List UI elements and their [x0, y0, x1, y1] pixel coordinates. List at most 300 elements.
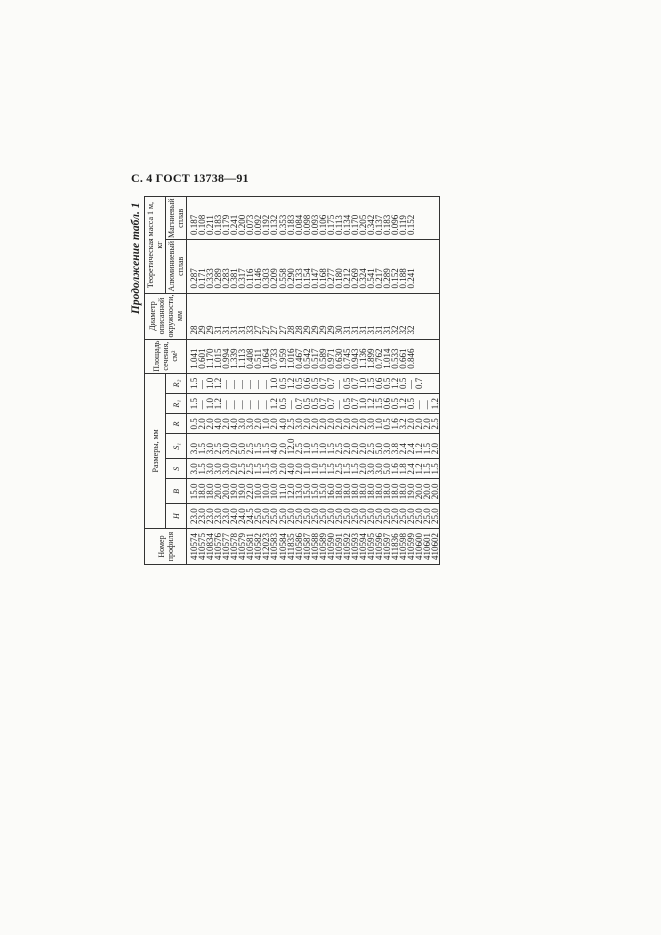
r-value: 2.0 — [222, 414, 230, 434]
profile-number: 410575 — [198, 529, 206, 565]
r1-value: 1.0 — [206, 394, 214, 414]
magnesium-mass: 0.183 — [287, 197, 295, 240]
diameter-value: 29 — [311, 293, 319, 339]
aluminum-mass: 0.146 — [254, 240, 262, 294]
magnesium-mass: 0.179 — [222, 197, 230, 240]
h-value: 25.0 — [375, 504, 383, 529]
area-value: 1.170 — [206, 339, 214, 373]
s1-value: 2.4 — [407, 434, 415, 459]
aluminum-mass: 0.180 — [335, 240, 343, 294]
header-magnesium: Магниевый сплав — [167, 198, 185, 238]
r2-value: 0.7 — [415, 373, 423, 393]
magnesium-mass: 0.098 — [303, 197, 311, 240]
table-body — [187, 197, 440, 565]
h-value: 25.0 — [287, 504, 295, 529]
aluminum-mass: 0.188 — [399, 240, 407, 294]
diameter-value — [431, 293, 440, 339]
r-value: 1.0 — [262, 414, 270, 434]
h-value: 25.0 — [391, 504, 399, 529]
area-value: 1.113 — [238, 339, 246, 373]
b-value: 20.0 — [214, 479, 222, 504]
r2-value: — — [238, 373, 246, 393]
b-value: 15.0 — [303, 479, 311, 504]
s1-value: 2.4 — [399, 434, 407, 459]
header-S: S — [166, 459, 187, 479]
area-value: 1.064 — [262, 339, 270, 373]
r-value: 4.0 — [214, 414, 222, 434]
h-value: 25.0 — [431, 504, 440, 529]
diameter-value: 31 — [367, 293, 375, 339]
r1-value: 0.5 — [407, 394, 415, 414]
header-profile-number: Номер профиля — [145, 529, 187, 565]
r-value: 2.5 — [287, 414, 295, 434]
magnesium-mass: 0.183 — [383, 197, 391, 240]
r-value: 3.0 — [238, 414, 246, 434]
s1-value: 4.0 — [270, 434, 278, 459]
s1-value: 1.0 — [319, 434, 327, 459]
s1-value: 3.0 — [187, 434, 199, 459]
profile-number: 410574 — [187, 529, 199, 565]
b-value: 19.0 — [238, 479, 246, 504]
diameter-value: 29 — [198, 293, 206, 339]
r2-value: 0.7 — [327, 373, 335, 393]
diameter-value — [415, 293, 423, 339]
b-value: 18.0 — [383, 479, 391, 504]
s-value: 1.8 — [399, 459, 407, 479]
r1-value: 0.5 — [391, 394, 399, 414]
s-value: 1.0 — [303, 459, 311, 479]
h-value: 25.0 — [399, 504, 407, 529]
magnesium-mass: 0.187 — [187, 197, 199, 240]
magnesium-mass: 0.096 — [391, 197, 399, 240]
s1-value: 3.0 — [206, 434, 214, 459]
aluminum-mass: 0.333 — [206, 240, 214, 294]
magnesium-mass: 0.134 — [343, 197, 351, 240]
r-value: 2.0 — [343, 414, 351, 434]
area-value: 0.542 — [303, 339, 311, 373]
profile-number: 410578 — [230, 529, 238, 565]
magnesium-mass: 0.170 — [351, 197, 359, 240]
r1-value: — — [415, 394, 423, 414]
area-value: 0.630 — [335, 339, 343, 373]
r2-value: 0.7 — [319, 373, 327, 393]
s-value: 3.0 — [367, 459, 375, 479]
area-value: 0.733 — [270, 339, 278, 373]
diameter-value: 28 — [295, 293, 303, 339]
r2-value: 0.5 — [343, 373, 351, 393]
area-value: 1.016 — [287, 339, 295, 373]
r1-value: 0.5 — [311, 394, 319, 414]
s1-value: 5.0 — [238, 434, 246, 459]
r2-value: — — [230, 373, 238, 393]
profile-number: 410587 — [303, 529, 311, 565]
diameter-value: 28 — [287, 293, 295, 339]
aluminum-mass: 0.152 — [391, 240, 399, 294]
profile-number: 410602 — [431, 529, 440, 565]
header-aluminum: Алюминиевый сплав — [167, 241, 185, 292]
r-value: 0.5 — [187, 414, 199, 434]
area-value: 0.994 — [222, 339, 230, 373]
h-value: 25.0 — [327, 504, 335, 529]
aluminum-mass: 0.381 — [230, 240, 238, 294]
h-value: 23.0 — [206, 504, 214, 529]
area-value: 0.943 — [351, 339, 359, 373]
r1-value: 0.5 — [303, 394, 311, 414]
r-value: 1.0 — [375, 414, 383, 434]
b-value: 11.0 — [279, 479, 287, 504]
r-value: 1.6 — [391, 414, 399, 434]
diameter-value: 27 — [270, 293, 278, 339]
r1-value: 1.5 — [187, 394, 199, 414]
diameter-value: 27 — [279, 293, 287, 339]
profile-number: 410598 — [399, 529, 407, 565]
s-value: 1.5 — [198, 459, 206, 479]
aluminum-mass: 0.541 — [367, 240, 375, 294]
area-value: 0.745 — [343, 339, 351, 373]
header-area: Площадь сечения, см² — [145, 339, 187, 373]
s1-value: 3.0 — [222, 434, 230, 459]
diameter-value: 31 — [222, 293, 230, 339]
diameter-value: 29 — [319, 293, 327, 339]
r1-value: 1.2 — [431, 394, 440, 414]
header-diameter: Диаметр описанной окружности, мм — [145, 293, 187, 339]
profile-number: 410596 — [375, 529, 383, 565]
aluminum-mass: 0.283 — [222, 240, 230, 294]
r-value: 2.0 — [206, 414, 214, 434]
profile-number: 410583 — [270, 529, 278, 565]
magnesium-mass: 0.175 — [327, 197, 335, 240]
diameter-value: 32 — [391, 293, 399, 339]
area-value: 0.511 — [254, 339, 262, 373]
r1-value: 0.7 — [327, 394, 335, 414]
diameter-value: 31 — [238, 293, 246, 339]
r2-value: 1.0 — [359, 373, 367, 393]
aluminum-mass: 0.289 — [383, 240, 391, 294]
b-value: 19.0 — [407, 479, 415, 504]
area-value: 0.661 — [399, 339, 407, 373]
b-value: 18.0 — [359, 479, 367, 504]
s-value: 1.2 — [415, 459, 423, 479]
b-value: 18.0 — [391, 479, 399, 504]
profile-number: 410834 — [206, 529, 214, 565]
area-value: 0.408 — [246, 339, 254, 373]
profile-number: 411835 — [287, 529, 295, 565]
s-value: 3.0 — [214, 459, 222, 479]
area-value: 1.959 — [279, 339, 287, 373]
s1-value: 2.5 — [367, 434, 375, 459]
r2-value — [431, 373, 440, 393]
r2-value: 0.6 — [303, 373, 311, 393]
b-value: 10.0 — [270, 479, 278, 504]
s1-value: 1.0 — [303, 434, 311, 459]
aluminum-mass — [431, 240, 440, 294]
profile-number: 410590 — [327, 529, 335, 565]
aluminum-mass: 0.116 — [246, 240, 254, 294]
r-value: 2.0 — [423, 414, 431, 434]
s-value: 3.0 — [206, 459, 214, 479]
diameter-value: 32 — [407, 293, 415, 339]
r2-value: — — [335, 373, 343, 393]
r-value: 3.0 — [295, 414, 303, 434]
profile-number: 410593 — [351, 529, 359, 565]
r2-value: 1.0 — [206, 373, 214, 393]
header-R: R — [166, 414, 187, 434]
aluminum-mass: 0.324 — [359, 240, 367, 294]
s-value: 1.5 — [423, 459, 431, 479]
s1-value: 12.0 — [287, 434, 295, 459]
r1-value: 1.2 — [367, 394, 375, 414]
r-value: 2.5 — [431, 414, 440, 434]
r2-value: 0.5 — [399, 373, 407, 393]
s-value: 1.5 — [319, 459, 327, 479]
b-value: 15.0 — [311, 479, 319, 504]
r1-value: — — [423, 394, 431, 414]
aluminum-mass: 0.171 — [198, 240, 206, 294]
r2-value: 0.5 — [279, 373, 287, 393]
aluminum-mass: 0.303 — [262, 240, 270, 294]
h-value: 25.0 — [311, 504, 319, 529]
s-value: 1.5 — [343, 459, 351, 479]
r2-value: 1.2 — [391, 373, 399, 393]
diameter-value: 33 — [246, 293, 254, 339]
area-value — [431, 339, 440, 373]
rotated-table-container — [128, 196, 440, 565]
h-value: 25.0 — [343, 504, 351, 529]
diameter-value: 31 — [383, 293, 391, 339]
magnesium-mass: 0.113 — [335, 197, 343, 240]
b-value: 10.0 — [254, 479, 262, 504]
b-value: 20.0 — [431, 479, 440, 504]
r-value: 2.0 — [311, 414, 319, 434]
profile-number: 410599 — [407, 529, 415, 565]
b-value: 16.0 — [327, 479, 335, 504]
h-value: 24.0 — [238, 504, 246, 529]
area-value: 0.601 — [198, 339, 206, 373]
magnesium-mass: 0.183 — [214, 197, 222, 240]
area-value: 1.041 — [187, 339, 199, 373]
s-value: 1.5 — [327, 459, 335, 479]
area-value: 1.014 — [383, 339, 391, 373]
h-value: 25.0 — [423, 504, 431, 529]
profile-number: 410581 — [246, 529, 254, 565]
r1-value: 1.2 — [214, 394, 222, 414]
profile-number: 410592 — [343, 529, 351, 565]
aluminum-mass: 0.277 — [327, 240, 335, 294]
b-value: 20.0 — [415, 479, 423, 504]
r2-value: 1.2 — [287, 373, 295, 393]
s1-value: 1.5 — [423, 434, 431, 459]
s-value: 5.0 — [383, 459, 391, 479]
r2-value: 1.5 — [187, 373, 199, 393]
r-value: 2.0 — [198, 414, 206, 434]
profile-number: 410594 — [359, 529, 367, 565]
profile-number: 410579 — [238, 529, 246, 565]
h-value: 23.0 — [198, 504, 206, 529]
profile-number: 410591 — [335, 529, 343, 565]
area-value: 1.015 — [214, 339, 222, 373]
s-value: 2.0 — [359, 459, 367, 479]
magnesium-mass: 0.200 — [238, 197, 246, 240]
aluminum-mass: 0.290 — [287, 240, 295, 294]
h-value: 25.0 — [262, 504, 270, 529]
s-value: 1.5 — [262, 459, 270, 479]
s1-value: 2.0 — [359, 434, 367, 459]
r2-value: — — [198, 373, 206, 393]
r2-value: — — [246, 373, 254, 393]
r2-value: 0.5 — [383, 373, 391, 393]
r-value: 2.0 — [415, 414, 423, 434]
b-value: 20.0 — [423, 479, 431, 504]
r2-value: — — [262, 373, 270, 393]
aluminum-mass: 0.317 — [238, 240, 246, 294]
profile-number: 410597 — [383, 529, 391, 565]
r-value: 2.0 — [254, 414, 262, 434]
s1-value: 2.5 — [295, 434, 303, 459]
b-value: 18.0 — [335, 479, 343, 504]
s1-value: 1.5 — [327, 434, 335, 459]
r1-value: 0.7 — [295, 394, 303, 414]
magnesium-mass: 0.342 — [367, 197, 375, 240]
r2-value: — — [222, 373, 230, 393]
profile-number: 410577 — [222, 529, 230, 565]
s-value: 3.0 — [222, 459, 230, 479]
aluminum-mass: 0.154 — [303, 240, 311, 294]
b-value: 19.0 — [230, 479, 238, 504]
diameter-value: 27 — [262, 293, 270, 339]
h-value: 25.0 — [335, 504, 343, 529]
h-value: 23.0 — [222, 504, 230, 529]
profile-number: 410588 — [311, 529, 319, 565]
magnesium-mass: 0.353 — [279, 197, 287, 240]
r-value: 2.0 — [303, 414, 311, 434]
profile-number: 410576 — [214, 529, 222, 565]
s1-value: 3.0 — [383, 434, 391, 459]
aluminum-mass: 0.209 — [270, 240, 278, 294]
magnesium-mass — [423, 197, 431, 240]
header-mass: Теоретическая масса 1 м, кг — [145, 197, 166, 293]
r2-value: 0.6 — [375, 373, 383, 393]
r-value: 4.0 — [230, 414, 238, 434]
magnesium-mass: 0.106 — [319, 197, 327, 240]
header-R1: R₁ — [166, 394, 187, 414]
diameter-value: 31 — [359, 293, 367, 339]
b-value: 18.0 — [367, 479, 375, 504]
h-value: 25.0 — [415, 504, 423, 529]
h-value: 25.0 — [254, 504, 262, 529]
r-value: 3.0 — [367, 414, 375, 434]
diameter-value: 30 — [335, 293, 343, 339]
s1-value: 1.5 — [198, 434, 206, 459]
diameter-value — [423, 293, 431, 339]
r1-value: — — [335, 394, 343, 414]
h-value: 25.0 — [279, 504, 287, 529]
b-value: 15.0 — [187, 479, 199, 504]
r1-value: — — [230, 394, 238, 414]
b-value: 12.0 — [287, 479, 295, 504]
area-value: 0.533 — [391, 339, 399, 373]
profile-number: 410601 — [423, 529, 431, 565]
b-value: 18.0 — [198, 479, 206, 504]
r-value: 2.0 — [359, 414, 367, 434]
magnesium-mass: 0.152 — [407, 197, 415, 240]
aluminum-mass: 0.558 — [279, 240, 287, 294]
diameter-value: 31 — [214, 293, 222, 339]
s-value: 2.5 — [246, 459, 254, 479]
s1-value: 1.5 — [262, 434, 270, 459]
profile-number: 410586 — [295, 529, 303, 565]
r-value: 4.0 — [279, 414, 287, 434]
s-value: 2.0 — [230, 459, 238, 479]
s-value: 1.0 — [311, 459, 319, 479]
profile-number: 410582 — [254, 529, 262, 565]
r-value: 2.0 — [319, 414, 327, 434]
b-value: 15.0 — [319, 479, 327, 504]
s1-value: 2.0 — [431, 434, 440, 459]
aluminum-mass: 0.289 — [214, 240, 222, 294]
header-R2: R₂ — [166, 373, 187, 393]
header-S1: S₁ — [166, 434, 187, 459]
magnesium-mass: 0.205 — [359, 197, 367, 240]
table-caption: Продолжение табл. 1 — [130, 202, 142, 315]
b-value: 18.0 — [343, 479, 351, 504]
s-value: 1.5 — [351, 459, 359, 479]
s-value: 4.0 — [287, 459, 295, 479]
r2-value: — — [407, 373, 415, 393]
r2-value: 0.5 — [311, 373, 319, 393]
aluminum-mass — [423, 240, 431, 294]
b-value: 18.0 — [351, 479, 359, 504]
area-value: 1.339 — [230, 339, 238, 373]
magnesium-mass: 0.093 — [311, 197, 319, 240]
area-value: 0.846 — [407, 339, 415, 373]
s-value: 2.5 — [335, 459, 343, 479]
diameter-value: 31 — [343, 293, 351, 339]
aluminum-mass: 0.212 — [343, 240, 351, 294]
h-value: 23.0 — [214, 504, 222, 529]
h-value: 23.0 — [187, 504, 199, 529]
aluminum-mass — [415, 240, 423, 294]
b-value: 20.0 — [222, 479, 230, 504]
r1-value: — — [246, 394, 254, 414]
h-value: 25.0 — [295, 504, 303, 529]
profile-number: 410589 — [319, 529, 327, 565]
r-value: 2.0 — [270, 414, 278, 434]
r2-value: 1.2 — [214, 373, 222, 393]
profile-number: 410595 — [367, 529, 375, 565]
area-value — [415, 339, 423, 373]
s-value: 2.0 — [295, 459, 303, 479]
r-value: 0.5 — [383, 414, 391, 434]
diameter-value: 31 — [351, 293, 359, 339]
area-value: 0.467 — [295, 339, 303, 373]
r-value: 3.0 — [246, 414, 254, 434]
r1-value: — — [238, 394, 246, 414]
r2-value — [423, 373, 431, 393]
r1-value: 0.7 — [351, 394, 359, 414]
diameter-value: 29 — [303, 293, 311, 339]
h-value: 25.0 — [367, 504, 375, 529]
magnesium-mass: 0.108 — [198, 197, 206, 240]
r1-value: 1.0 — [359, 394, 367, 414]
area-value: 0.589 — [319, 339, 327, 373]
s1-value: 1.2 — [415, 434, 423, 459]
b-value: 10.0 — [262, 479, 270, 504]
r1-value: — — [254, 394, 262, 414]
aluminum-mass: 0.168 — [319, 240, 327, 294]
area-value: 1.136 — [359, 339, 367, 373]
r1-value: 0.6 — [383, 394, 391, 414]
r1-value: 1.2 — [399, 394, 407, 414]
